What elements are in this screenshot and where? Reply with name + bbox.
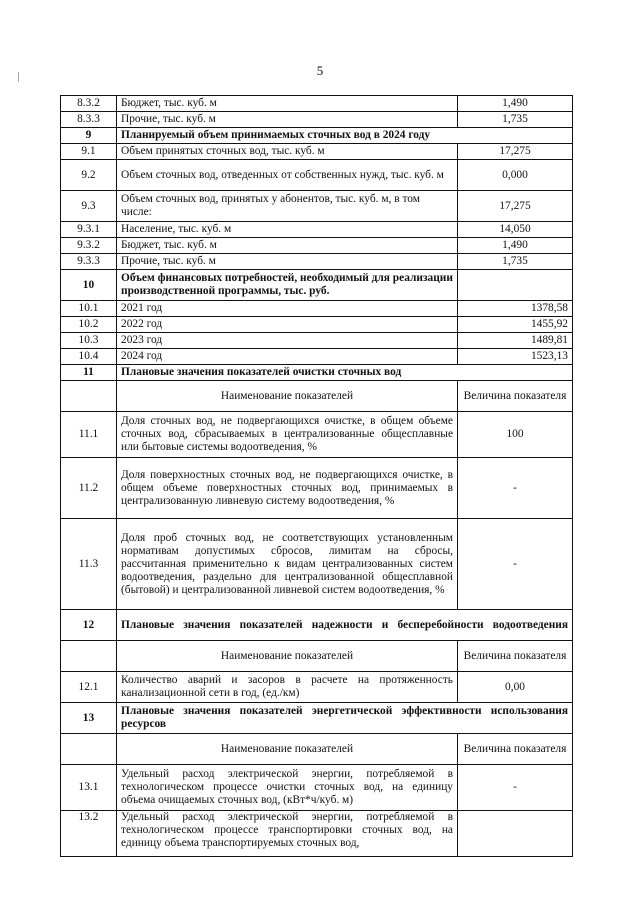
table-row: [61, 254, 573, 270]
table-row: [61, 317, 573, 333]
section-title: Планируемый объем принимаемых сточных вод в 2024 году: [117, 128, 573, 144]
table-row: [61, 412, 573, 458]
row-number: 13.2: [61, 811, 117, 857]
column-header-name: Наименование показателей: [117, 734, 458, 765]
section-number: 11: [61, 365, 117, 381]
row-label: Прочие, тыс. куб. м: [117, 254, 458, 270]
row-value: 1489,81: [458, 333, 573, 349]
row-value: [458, 811, 573, 857]
section-9-header: [61, 128, 573, 144]
row-label: Доля проб сточных вод, не соответствующих установленным нормативам допустимых сбросов, лимитам на сбросы, рассчитанная применительно к видам централизованных систем водоотведения, раздельно для централизованной общесплавной (бытовой) и централизованной ливневой систем водоотведения, %: [117, 519, 458, 610]
row-value: 1,490: [458, 238, 573, 254]
row-value: -: [458, 519, 573, 610]
table-row: [61, 144, 573, 160]
column-header-value: Величина показателя: [458, 734, 573, 765]
row-number: 10.3: [61, 333, 117, 349]
section-title: Объем финансовых потребностей, необходимый для реализации производственной программы, тыс. руб.: [117, 270, 458, 301]
column-header-row: [61, 734, 573, 765]
row-label: Удельный расход электрической энергии, потребляемой в технологическом процессе транспортировки сточных вод, на единицу объема транспортируемых сточных вод,: [117, 811, 458, 857]
row-value: 0,000: [458, 160, 573, 191]
section-number: 10: [61, 270, 117, 301]
row-value: 17,275: [458, 144, 573, 160]
table-row: [61, 811, 573, 857]
table-row: [61, 96, 573, 112]
section-title: Плановые значения показателей очистки сточных вод: [117, 365, 573, 381]
table-row: [61, 349, 573, 365]
row-number: 13.1: [61, 765, 117, 811]
row-number: 11.2: [61, 458, 117, 519]
column-header-value: Величина показателя: [458, 381, 573, 412]
section-number: 13: [61, 703, 117, 734]
row-number: 9.3.3: [61, 254, 117, 270]
table-row: [61, 333, 573, 349]
row-value: 1378,58: [458, 301, 573, 317]
row-number: 9.3: [61, 191, 117, 222]
section-number: 9: [61, 128, 117, 144]
row-number: 9.2: [61, 160, 117, 191]
section-11-header: [61, 365, 573, 381]
empty-cell: [61, 734, 117, 765]
row-value: 1523,13: [458, 349, 573, 365]
empty-cell: [61, 381, 117, 412]
row-label: 2023 год: [117, 333, 458, 349]
column-header-row: [61, 381, 573, 412]
row-label: 2024 год: [117, 349, 458, 365]
row-number: 10.2: [61, 317, 117, 333]
row-label: Доля поверхностных сточных вод, не подвергающихся очистке, в общем объеме поверхностных сточных вод, принимаемых в централизованную ливневую систему водоотведения, %: [117, 458, 458, 519]
row-value: -: [458, 458, 573, 519]
row-label: Удельный расход электрической энергии, потребляемой в технологическом процессе очистки сточных вод, на единицу объема очищаемых сточных вод, (кВт*ч/куб. м): [117, 765, 458, 811]
row-label: Объем принятых сточных вод, тыс. куб. м: [117, 144, 458, 160]
table-row: [61, 160, 573, 191]
row-label: Объем сточных вод, принятых у абонентов, тыс. куб. м, в том числе:: [117, 191, 458, 222]
row-number: 10.4: [61, 349, 117, 365]
row-label: Бюджет, тыс. куб. м: [117, 238, 458, 254]
page-number: 5: [316, 63, 324, 78]
row-label: Прочие, тыс. куб. м: [117, 112, 458, 128]
indicators-table: [60, 95, 573, 857]
row-value: 1,735: [458, 254, 573, 270]
row-value: 0,00: [458, 672, 573, 703]
row-label: Бюджет, тыс. куб. м: [117, 96, 458, 112]
section-10-header: [61, 270, 573, 301]
column-header-value: Величина показателя: [458, 641, 573, 672]
column-header-name: Наименование показателей: [117, 381, 458, 412]
column-header-row: [61, 641, 573, 672]
row-value: 1,735: [458, 112, 573, 128]
section-title: Плановые значения показателей надежности и бесперебойности водоотведения: [117, 610, 573, 641]
section-title: Плановые значения показателей энергетической эффективности использования ресурсов: [117, 703, 573, 734]
row-label: Объем сточных вод, отведенных от собственных нужд, тыс. куб. м: [117, 160, 458, 191]
table-row: [61, 222, 573, 238]
row-label: 2021 год: [117, 301, 458, 317]
row-value: 14,050: [458, 222, 573, 238]
row-value: 100: [458, 412, 573, 458]
row-number: 8.3.2: [61, 96, 117, 112]
table-row: [61, 301, 573, 317]
table-row: [61, 672, 573, 703]
column-header-name: Наименование показателей: [117, 641, 458, 672]
table-row: [61, 519, 573, 610]
section-number: 12: [61, 610, 117, 641]
row-label: Количество аварий и засоров в расчете на протяженность канализационной сети в год, (ед./км): [117, 672, 458, 703]
row-label: Население, тыс. куб. м: [117, 222, 458, 238]
row-label: 2022 год: [117, 317, 458, 333]
empty-cell: [458, 270, 573, 301]
row-value: 1455,92: [458, 317, 573, 333]
row-number: 11.1: [61, 412, 117, 458]
table-row: [61, 458, 573, 519]
section-13-header: [61, 703, 573, 734]
row-label: Доля сточных вод, не подвергающихся очистке, в общем объеме сточных вод, сбрасываемых в централизованные общесплавные или бытовые системы водоотведения, %: [117, 412, 458, 458]
table-row: [61, 238, 573, 254]
row-number: 10.1: [61, 301, 117, 317]
empty-cell: [61, 641, 117, 672]
table-row: [61, 112, 573, 128]
row-number: 9.3.2: [61, 238, 117, 254]
row-value: -: [458, 765, 573, 811]
row-number: 9.1: [61, 144, 117, 160]
row-number: 9.3.1: [61, 222, 117, 238]
section-12-header: [61, 610, 573, 641]
table-row: [61, 765, 573, 811]
row-number: 8.3.3: [61, 112, 117, 128]
row-number: 12.1: [61, 672, 117, 703]
row-number: 11.3: [61, 519, 117, 610]
row-value: 1,490: [458, 96, 573, 112]
table-row: [61, 191, 573, 222]
row-value: 17,275: [458, 191, 573, 222]
